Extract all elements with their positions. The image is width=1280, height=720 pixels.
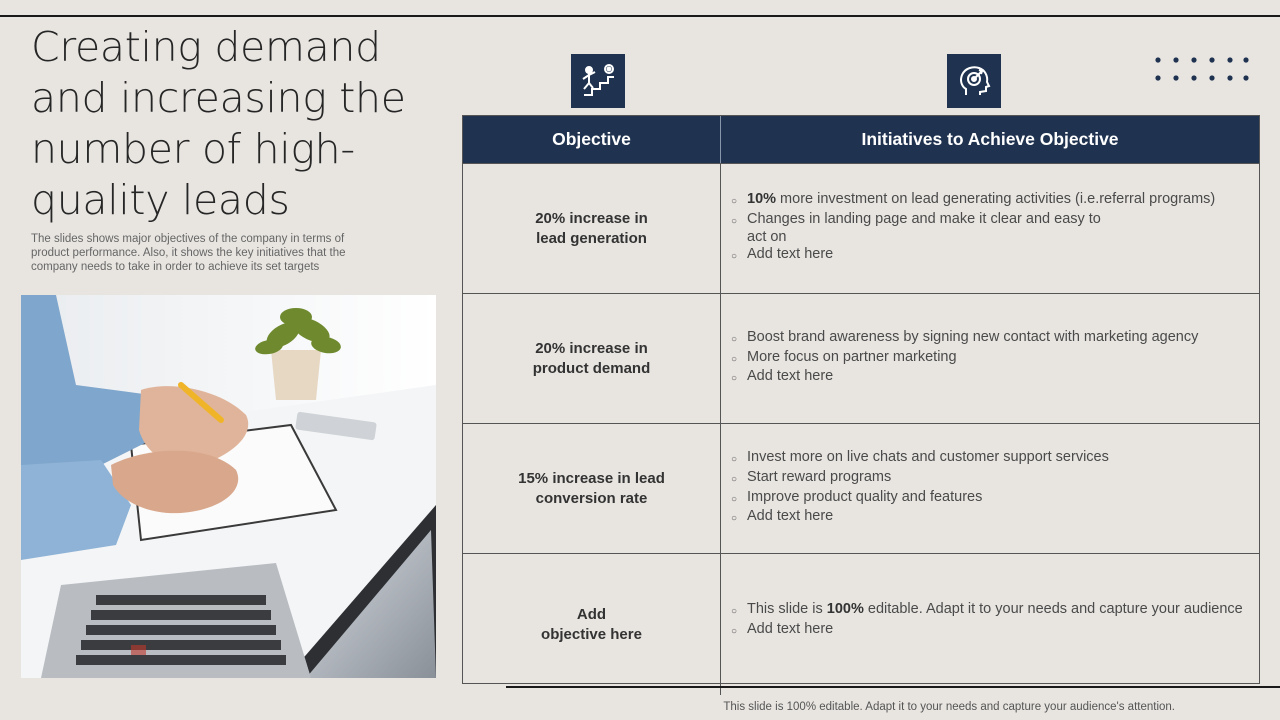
initiatives-cell — [721, 424, 1259, 553]
initiative-text: This slide is — [747, 601, 827, 617]
initiative-item — [731, 368, 1251, 388]
objective-cell — [463, 554, 721, 695]
head-target-icon — [947, 54, 1001, 108]
circle-bullet-icon: ○ — [731, 493, 738, 505]
objective-line: lead generation — [536, 229, 647, 247]
objective-cell — [463, 294, 721, 423]
circle-bullet-icon: ○ — [731, 473, 738, 485]
table-row — [463, 423, 1259, 553]
initiative-item — [731, 621, 1251, 641]
initiative-text: Add text here — [747, 508, 834, 525]
bottom-divider-line — [506, 686, 1280, 688]
circle-bullet-icon: ○ — [731, 606, 738, 617]
circle-bullet-icon: ○ — [731, 353, 738, 365]
objectives-table — [462, 115, 1260, 684]
initiative-emphasis: 10% — [747, 191, 777, 208]
objective-line: objective here — [541, 625, 642, 643]
slide-subtitle: The slides shows major objectives of the company in terms of product performance. Also, it shows the key initiatives that the company needs to take in order to achieve its set targets — [31, 233, 346, 273]
initiative-item — [731, 489, 1251, 509]
initiatives-cell — [721, 294, 1259, 423]
initiative-text: More focus on partner marketing — [747, 348, 957, 365]
initiative-emphasis: 100% — [826, 601, 864, 617]
objective-line: conversion rate — [535, 489, 648, 507]
initiative-text: Changes in landing page and make it clear and easy to act on — [747, 210, 1101, 245]
header-objective: Objective — [463, 116, 721, 163]
circle-bullet-icon: ○ — [731, 196, 738, 208]
top-divider-line — [0, 15, 1280, 17]
circle-bullet-icon: ○ — [731, 215, 738, 227]
circle-bullet-icon: ○ — [731, 513, 738, 525]
objective-line: 20% increase in — [535, 340, 648, 357]
objective-line: product demand — [532, 359, 651, 377]
initiative-item — [731, 508, 1251, 528]
circle-bullet-icon: ○ — [731, 334, 738, 346]
initiative-text: Add text here — [747, 246, 834, 263]
initiative-item — [731, 329, 1251, 349]
header-initiatives: Initiatives to Achieve Objective — [861, 129, 1119, 149]
objective-cell — [463, 164, 721, 293]
table-row — [463, 293, 1259, 423]
initiative-text: Improve product quality and features — [747, 488, 983, 505]
initiatives-cell — [721, 164, 1259, 293]
initiative-text: Start reward programs — [747, 468, 892, 485]
table-row — [463, 553, 1259, 695]
initiative-item — [731, 211, 1251, 246]
initiative-item — [731, 449, 1251, 469]
stairs-achievement-icon — [571, 54, 625, 108]
circle-bullet-icon: ○ — [731, 454, 738, 466]
objective-cell — [463, 424, 721, 553]
circle-bullet-icon: ○ — [731, 251, 738, 263]
initiative-text: Invest more on live chats and customer support services — [747, 449, 1109, 466]
initiative-item — [731, 246, 1251, 266]
objective-line: Add — [576, 606, 607, 623]
decorative-dot-grid — [1152, 54, 1252, 84]
initiatives-cell — [721, 554, 1259, 695]
objective-line: 20% increase in — [535, 210, 648, 227]
table-header — [463, 116, 1259, 163]
objective-line: 15% increase in lead — [518, 470, 665, 487]
initiative-text: editable. Adapt it to your needs and capture your audience — [863, 601, 1243, 617]
office-desk-photo — [21, 295, 436, 678]
circle-bullet-icon: ○ — [731, 625, 738, 637]
initiative-item — [731, 191, 1251, 211]
initiative-item — [731, 601, 1251, 621]
slide-footer-note: This slide is 100% editable. Adapt it to your needs and capture your audience's attention. — [723, 701, 1175, 713]
table-row — [463, 163, 1259, 293]
slide-title: Creating demand and increasing the number of high-quality leads — [31, 23, 406, 224]
circle-bullet-icon: ○ — [731, 373, 738, 385]
initiative-item — [731, 469, 1251, 489]
initiative-text: Boost brand awareness by signing new contact with marketing agency — [747, 329, 1199, 346]
initiative-text: Add text here — [747, 620, 834, 637]
initiative-text: Add text here — [747, 368, 834, 385]
initiative-item — [731, 349, 1251, 369]
initiative-text: more investment on lead generating activities (i.e.referral programs) — [776, 191, 1216, 208]
